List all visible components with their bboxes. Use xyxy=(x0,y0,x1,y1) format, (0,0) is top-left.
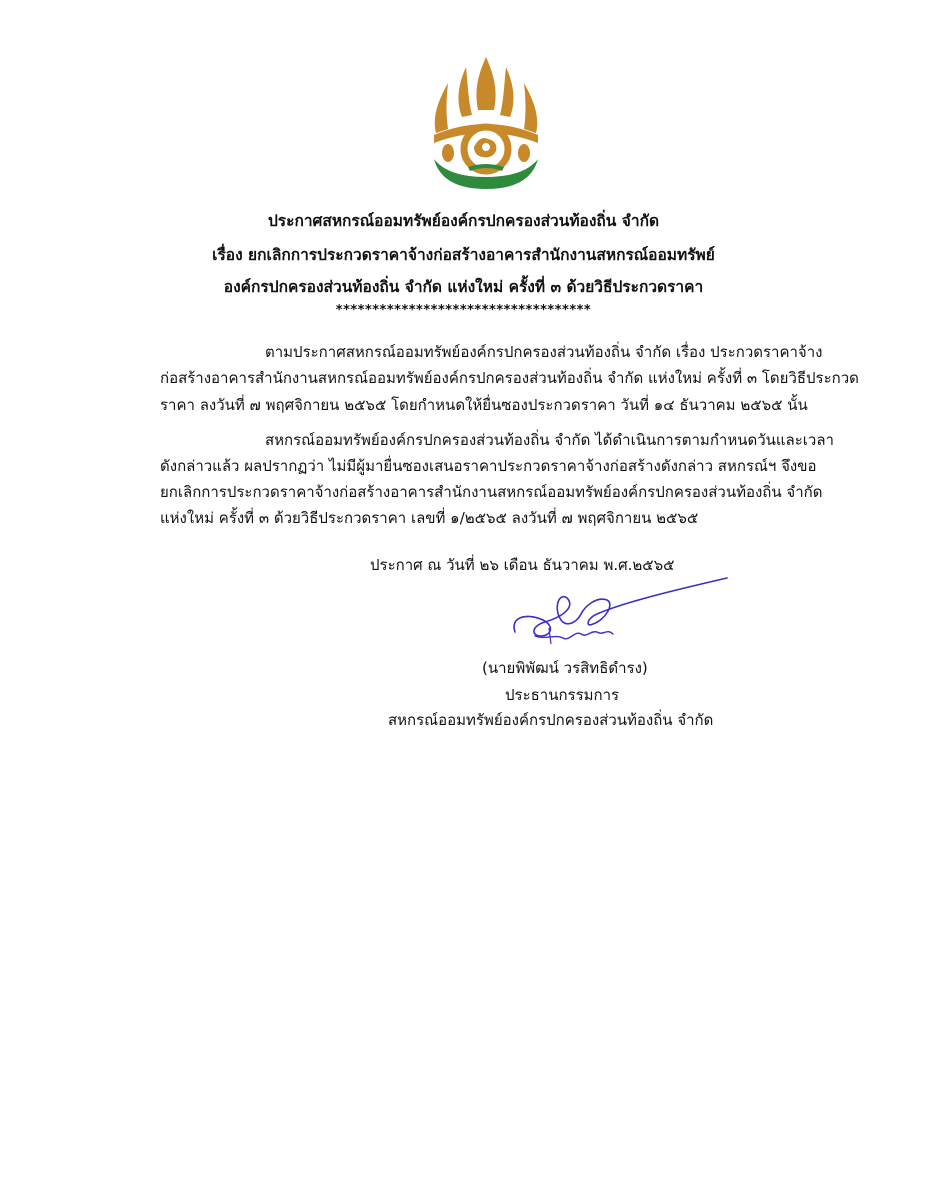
paragraph-2-line: ดังกล่าวแล้ว ผลปรากฏว่า ไม่มีผู้มายื่นซองเสนอราคาประกวดราคาจ้างก่อสร้างดังกล่าว สหกรณ์ฯ จึงขอ xyxy=(160,457,817,475)
paragraph-1-line: ราคา ลงวันที่ ๗ พฤศจิกายน ๒๕๖๕ โดยกำหนดให้ยื่นซองประกวดราคา วันที่ ๑๔ ธันวาคม ๒๕๖๕ นั้น xyxy=(160,396,808,414)
announcement-subject-line-1: เรื่อง ยกเลิกการประกวดราคาจ้างก่อสร้างอาคารสำนักงานสหกรณ์ออมทรัพย์ xyxy=(212,246,715,264)
paragraph-2-line: แห่งใหม่ ครั้งที่ ๓ ด้วยวิธีประกวดราคา เลขที่ ๑/๒๕๖๕ ลงวันที่ ๗ พฤศจิกายน ๒๕๖๕ xyxy=(160,509,699,527)
signatory-title: ประธานกรรมการ xyxy=(505,686,620,704)
paragraph-1-line: ตามประกาศสหกรณ์ออมทรัพย์องค์กรปกครองส่วนท้องถิ่น จำกัด เรื่อง ประกวดราคาจ้าง xyxy=(265,343,823,361)
paragraph-1-line: ก่อสร้างอาคารสำนักงานสหกรณ์ออมทรัพย์องค์กรปกครองส่วนท้องถิ่น จำกัด แห่งใหม่ ครั้งที่ ๓ โดยวิธีประกวด xyxy=(160,369,859,387)
paragraph-2-line: สหกรณ์ออมทรัพย์องค์กรปกครองส่วนท้องถิ่น จำกัด ได้ดำเนินการตามกำหนดวันและเวลา xyxy=(265,431,834,449)
announcement-title: ประกาศสหกรณ์ออมทรัพย์องค์กรปกครองส่วนท้องถิ่น จำกัด xyxy=(267,212,660,230)
divider-asterisks: *********************************** xyxy=(335,303,592,318)
signatory-name: (นายพิพัฒน์ วรสิทธิดำรง) xyxy=(482,659,648,677)
signatory-organization: สหกรณ์ออมทรัพย์องค์กรปกครองส่วนท้องถิ่น จำกัด xyxy=(388,711,714,729)
cooperative-logo xyxy=(428,55,544,191)
announcement-subject-line-2: องค์กรปกครองส่วนท้องถิ่น จำกัด แห่งใหม่ ครั้งที่ ๓ ด้วยวิธีประกวดราคา xyxy=(223,278,704,296)
announcement-date: ประกาศ ณ วันที่ ๒๖ เดือน ธันวาคม พ.ศ.๒๕๖๕ xyxy=(370,556,675,574)
paragraph-2-line: ยกเลิกการประกวดราคาจ้างก่อสร้างอาคารสำนักงานสหกรณ์ออมทรัพย์องค์กรปกครองส่วนท้องถิ่น จำกัด xyxy=(160,483,823,501)
signature-image xyxy=(505,570,735,655)
